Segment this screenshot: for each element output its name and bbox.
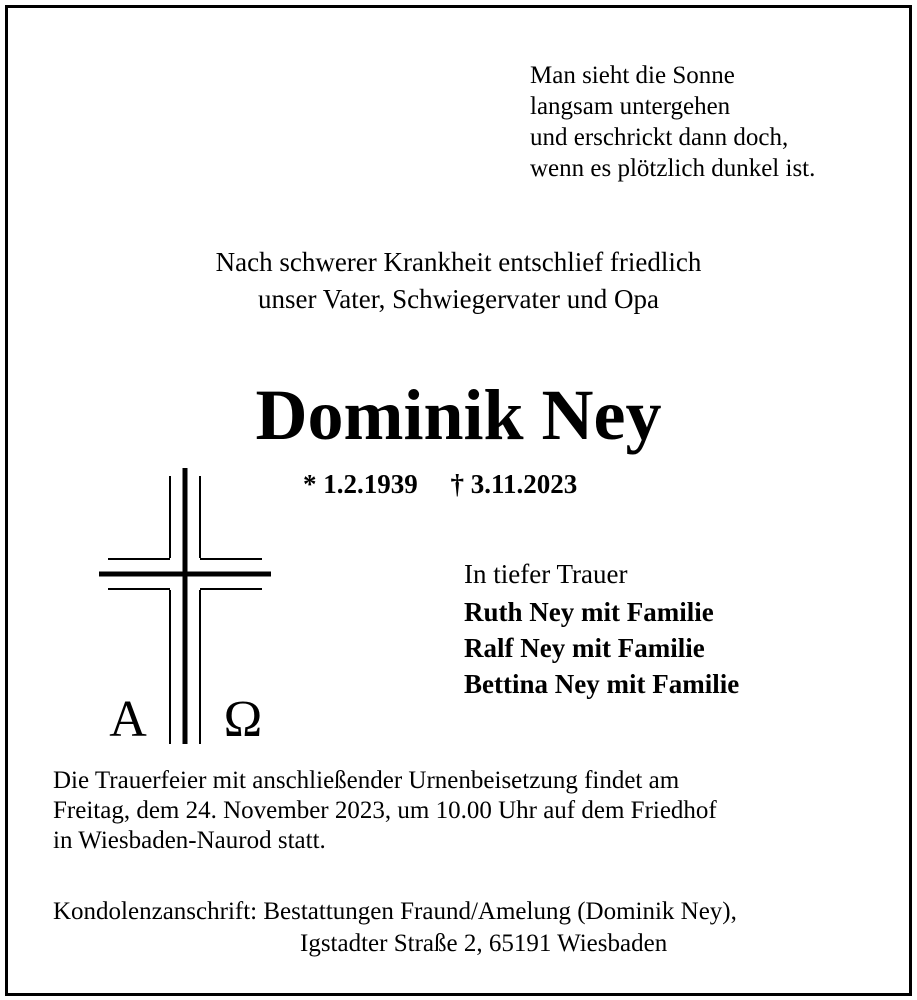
- ceremony-info: [53, 766, 717, 856]
- ceremony-line: Freitag, dem 24. November 2023, um 10.00 Uhr auf dem Friedhof: [53, 797, 717, 824]
- ceremony-line: in Wiesbaden-Naurod statt.: [53, 827, 326, 854]
- mourner-family: Ruth Ney mit Familie: [464, 597, 714, 627]
- quote-poem: [530, 60, 815, 184]
- quote-line: wenn es plötzlich dunkel ist.: [530, 155, 816, 182]
- death-date: † 3.11.2023: [450, 469, 578, 499]
- mourning-lead: In tiefer Trauer: [464, 559, 628, 589]
- address-line: Kondolenzanschrift: Bestattungen Fraund/Amelung (Dominik Ney),: [53, 898, 737, 925]
- quote-line: Man sieht die Sonne: [530, 62, 735, 89]
- omega-letter: Ω: [223, 691, 263, 746]
- cross-alpha-omega-icon: [90, 468, 280, 746]
- mourner-family: Bettina Ney mit Familie: [464, 669, 740, 699]
- alpha-letter: A: [109, 691, 147, 746]
- condolence-address: [53, 896, 737, 960]
- address-street: Igstadter Straße 2, 65191 Wiesbaden: [300, 930, 668, 957]
- birth-date: * 1.2.1939: [303, 469, 418, 499]
- mourner-family: Ralf Ney mit Familie: [464, 633, 705, 663]
- intro-line: unser Vater, Schwiegervater und Opa: [257, 284, 660, 314]
- ceremony-line: Die Trauerfeier mit anschließender Urnenbeisetzung findet am: [53, 767, 680, 794]
- life-dates: [303, 466, 577, 502]
- mourners-block: [464, 556, 739, 702]
- intro-line: Nach schwerer Krankheit entschlief friedlich: [215, 247, 702, 277]
- quote-line: und erschrickt dann doch,: [530, 124, 789, 151]
- intro-text: [8, 244, 909, 318]
- deceased-name: Dominik Ney: [255, 375, 662, 455]
- obituary-notice: [5, 5, 912, 996]
- quote-line: langsam untergehen: [530, 93, 731, 120]
